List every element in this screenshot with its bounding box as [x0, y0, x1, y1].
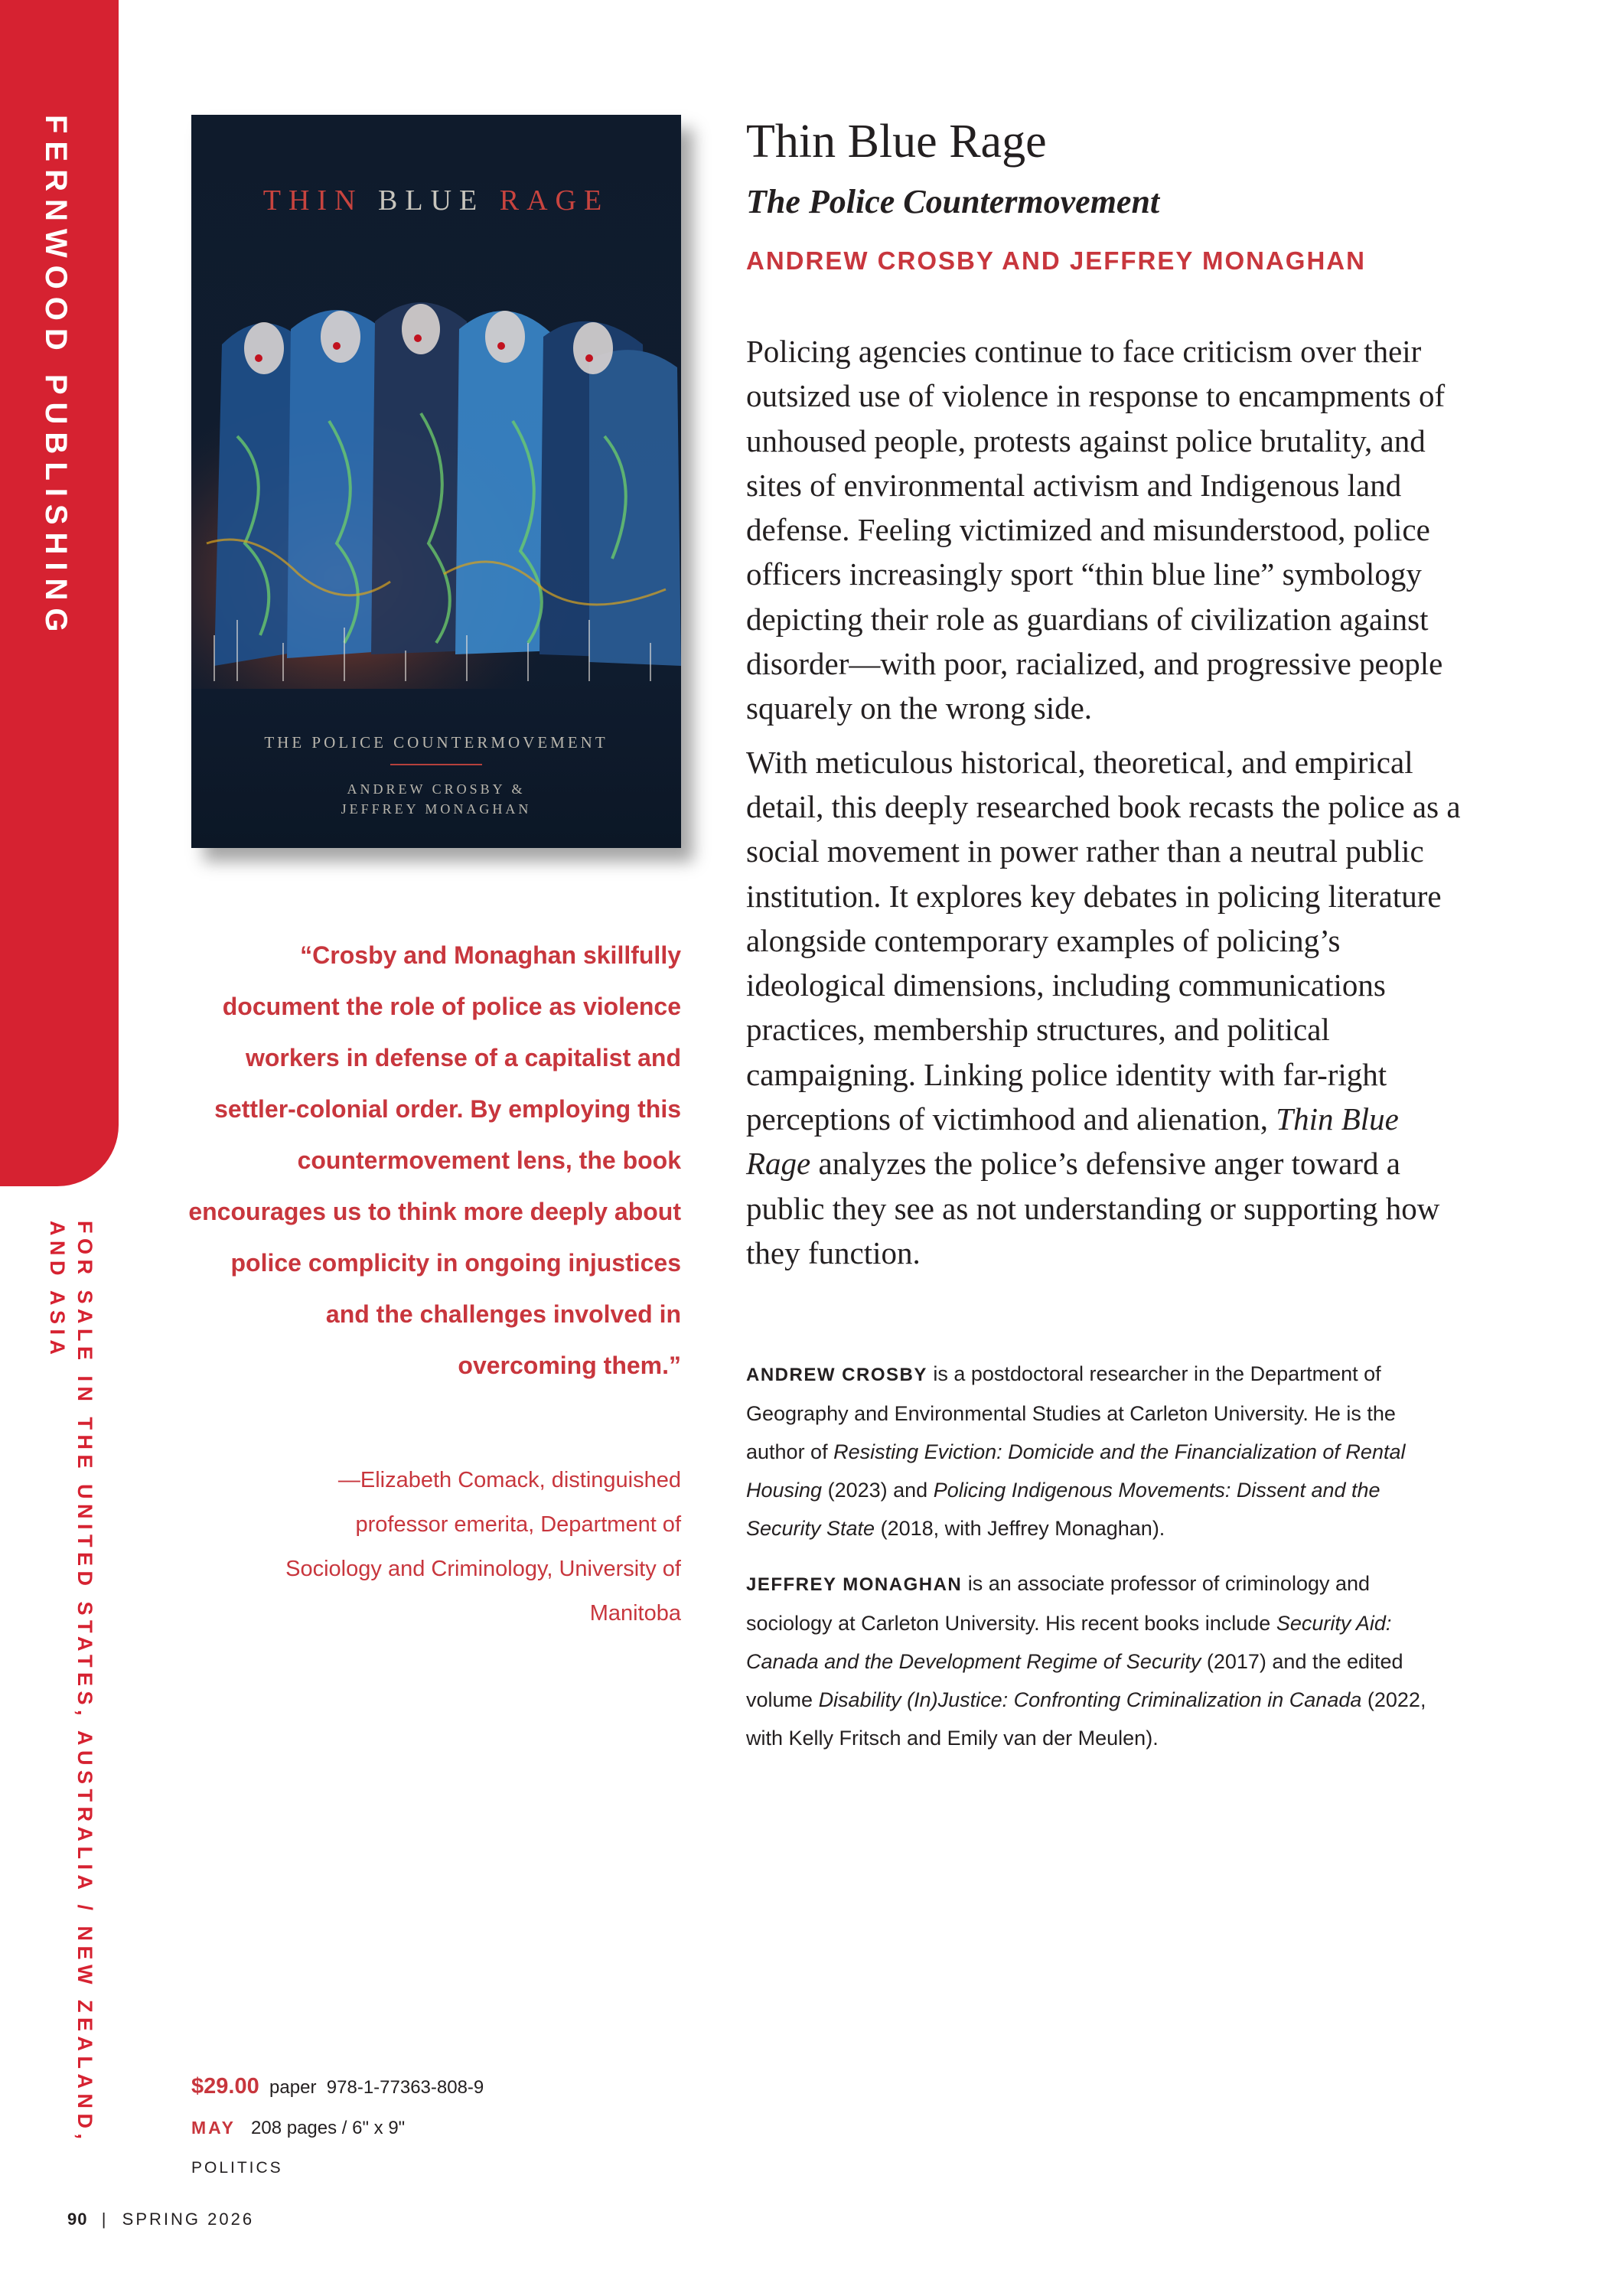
- description-paragraph-1: Policing agencies continue to face criticism over their outsized use of violence in response to encampments of unhoused people, protests against police brutality, and sites of environmental activism and Indigenous land defense. Feeling victimized and misunderstood, police officers increasingly sport “thin blue line” symbology depicting their role as guardians of civilization against disorder—with poor, racialized, and progressive people squarely on the wrong side.: [746, 334, 1446, 726]
- book-subtitle: The Police Countermovement: [746, 183, 1160, 220]
- cover-subtitle: THE POLICE COUNTERMOVEMENT: [264, 733, 608, 752]
- page-footer: [67, 2210, 254, 2229]
- page-number: 90: [67, 2210, 88, 2229]
- cover-authors: [191, 779, 681, 819]
- bio-book-title: Disability (In)Justice: Confronting Criminalization in Canada: [818, 1688, 1362, 1711]
- cover-title-word: THIN: [262, 184, 363, 217]
- bio-text: is an associate professor of criminology and sociology at Carleton University. His recent books include: [746, 1572, 1371, 1635]
- book-details: [191, 2066, 484, 2188]
- book-cover: [191, 115, 681, 848]
- book-authors: ANDREW CROSBY AND JEFFREY MONAGHAN: [746, 246, 1366, 275]
- format: paper: [269, 2077, 317, 2098]
- isbn: 978-1-77363-808-9: [326, 2077, 484, 2098]
- bio-author-name: JEFFREY MONAGHAN: [746, 1574, 963, 1595]
- bio-text: (2023) and: [827, 1479, 928, 1502]
- bio-book-title: Security Aid: Canada and the Development Regime of Security: [746, 1612, 1392, 1673]
- author-bio-crosby: [746, 1355, 1458, 1548]
- description-paragraph-2: [746, 740, 1465, 1276]
- book-title: Thin Blue Rage: [746, 116, 1047, 168]
- publisher-label: FERNWOOD PUBLISHING: [39, 115, 73, 640]
- author-bios: [746, 1355, 1458, 1774]
- bio-author-name: ANDREW CROSBY: [746, 1365, 927, 1385]
- book-description: [746, 329, 1465, 1284]
- territory-note-line-2: AND ASIA: [46, 1221, 69, 1360]
- cover-title: [191, 184, 681, 217]
- category: POLITICS: [191, 2159, 283, 2177]
- release-line: [191, 2108, 484, 2148]
- bio-book-title: Resisting Eviction: Domicide and the Financialization of Rental Housing: [746, 1440, 1406, 1502]
- cover-author-line: JEFFREY MONAGHAN: [341, 801, 532, 817]
- endorsement-quote: “Crosby and Monaghan skillfully document the role of police as violence workers in defense of a capitalist and settler-colonial order. By employing this countermovement lens, the book encourages us to think more deeply about police complicity in ongoing injustices and the challenges involved in overcoming them.”: [188, 941, 681, 1379]
- bio-text: (2022, with Kelly Fritsch and Emily van der Meulen).: [746, 1688, 1426, 1750]
- territory-note-line-1: FOR SALE IN THE UNITED STATES, AUSTRALIA / NEW ZEALAND,: [73, 1221, 96, 2144]
- bio-book-title: Policing Indigenous Movements: Dissent and the Security State: [746, 1479, 1380, 1540]
- bio-text: (2017) and the edited volume: [746, 1650, 1403, 1711]
- page-count: 208 pages / 6" x 9": [251, 2118, 406, 2138]
- author-bio-monaghan: [746, 1564, 1458, 1757]
- cover-author-line: ANDREW CROSBY &: [347, 781, 526, 797]
- bio-text: is a postdoctoral researcher in the Department of Geography and Environmental Studies at Carleton University. He is the author of: [746, 1362, 1396, 1463]
- endorsement-attribution: —Elizabeth Comack, distinguished professor emerita, Department of Sociology and Criminology, University of Manitoba: [285, 1468, 681, 1626]
- release-month: MAY: [191, 2118, 236, 2138]
- footer-separator: |: [101, 2210, 109, 2229]
- price: $29.00: [191, 2074, 259, 2099]
- description-book-title: Thin Blue Rage: [746, 1101, 1399, 1182]
- bio-text: (2018, with Jeffrey Monaghan).: [880, 1517, 1165, 1540]
- cover-title-word: BLUE: [378, 184, 485, 217]
- price-line: [191, 2066, 484, 2108]
- catalog-season: SPRING 2026: [122, 2210, 255, 2229]
- cover-title-word: RAGE: [499, 184, 610, 217]
- description-text: analyzes the police’s defensive anger toward a public they see as not understanding or supporting how they function.: [746, 1146, 1440, 1270]
- cover-divider: [390, 764, 482, 765]
- description-text: With meticulous historical, theoretical, and empirical detail, this deeply researched book recasts the police as a social movement in power rather than a neutral public institution. It explores key debates in policing literature alongside contemporary examples of policing’s ideological dimensions, including communications practices, membership structures, and political campaigning. Linking police identity with far-right perceptions of victimhood and alienation,: [746, 744, 1461, 1137]
